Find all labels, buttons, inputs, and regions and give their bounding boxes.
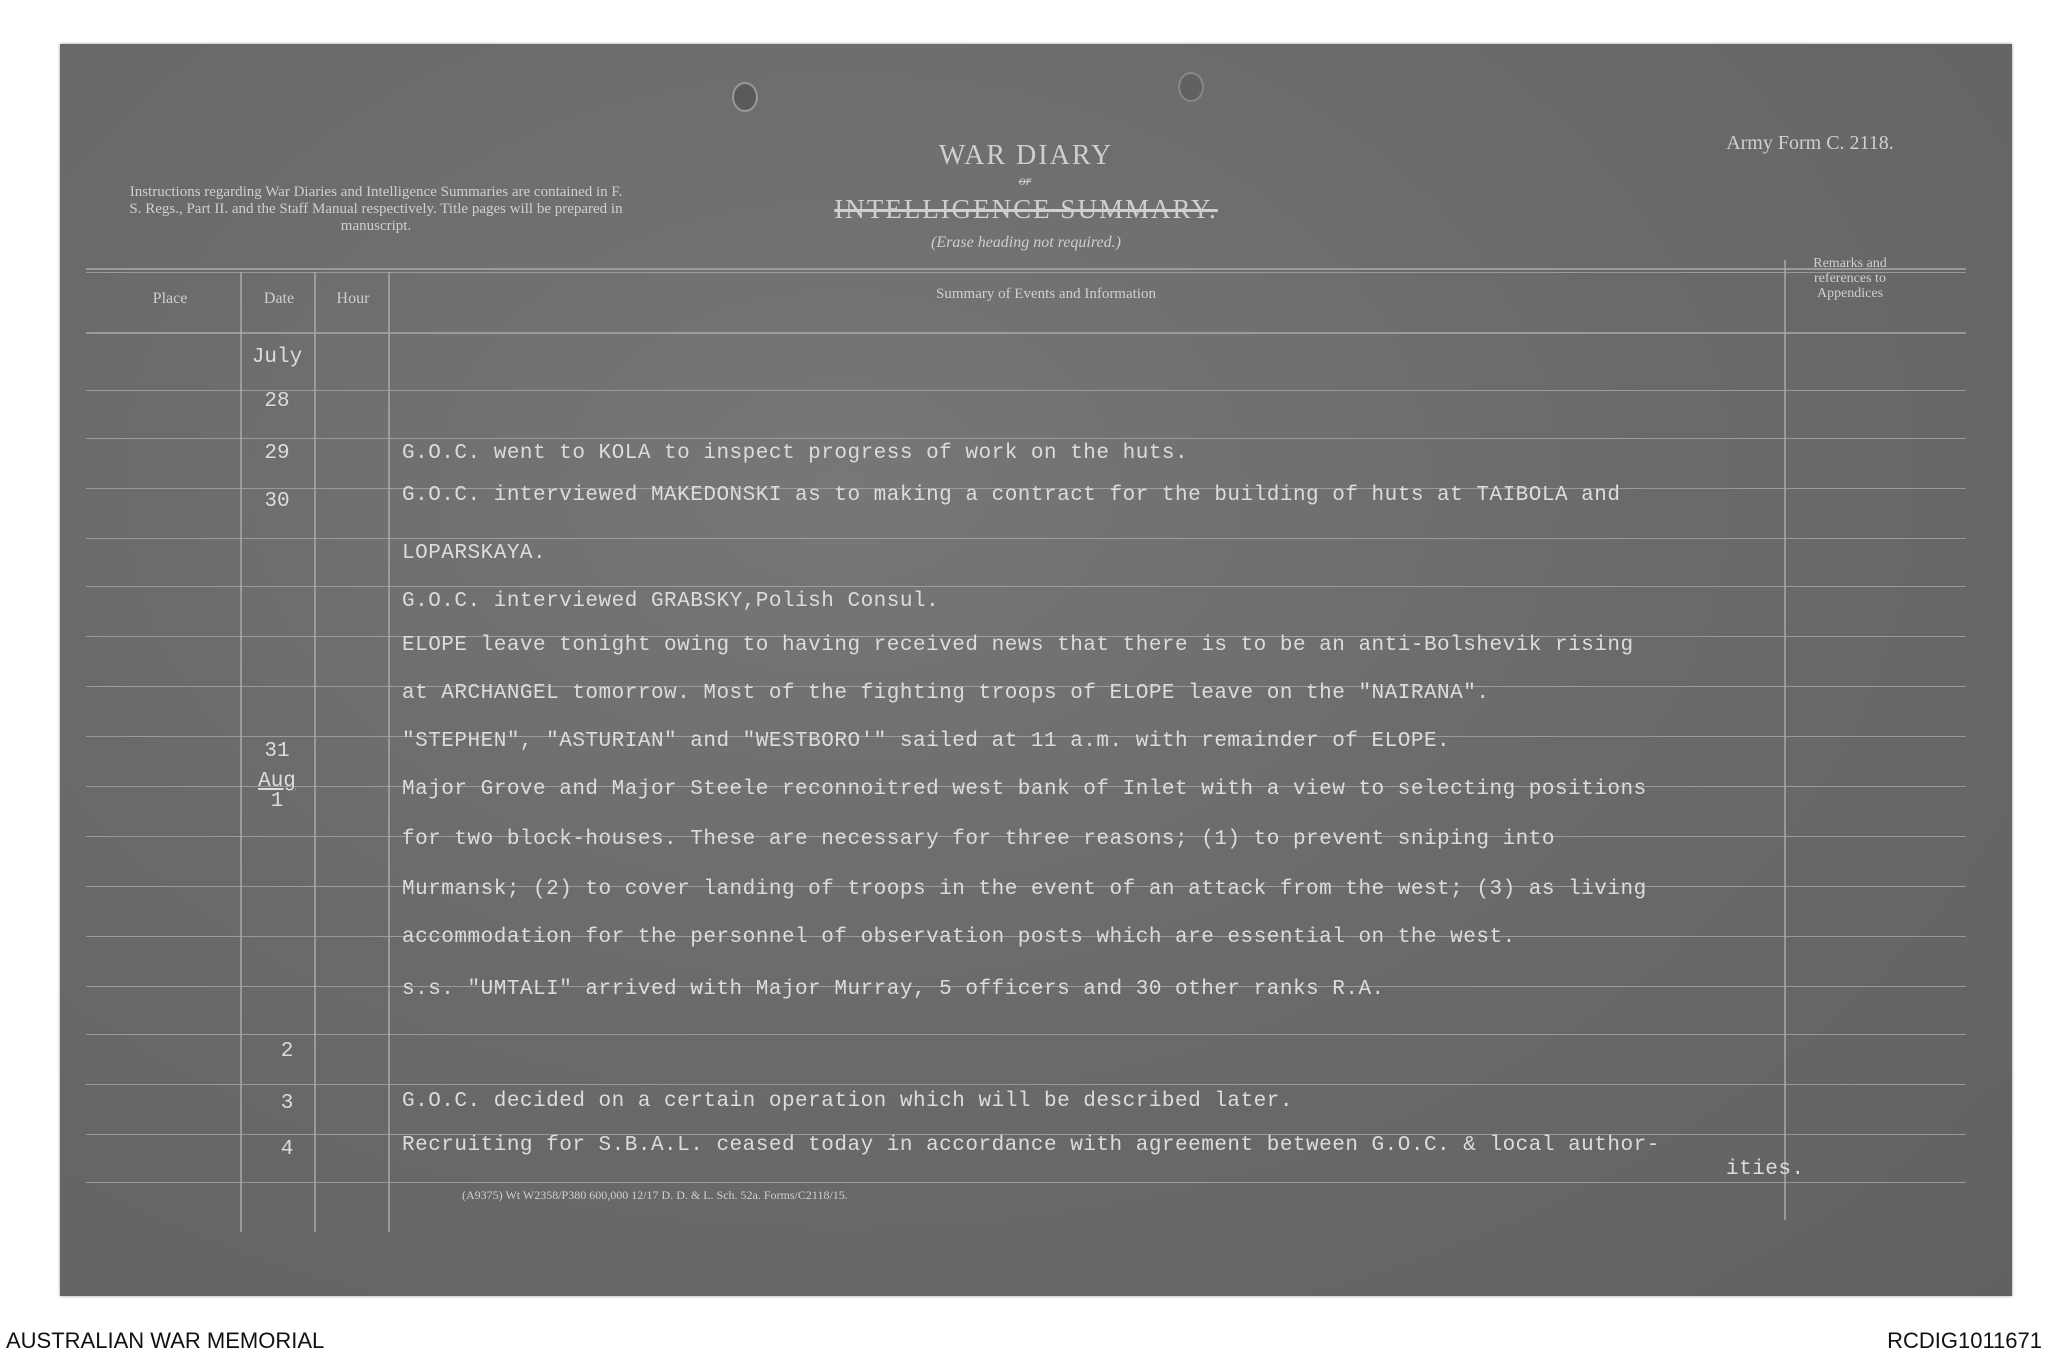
entry-line: Murmansk; (2) to cover landing of troops in the event of an attack from the west; (3) as living xyxy=(402,878,1647,901)
punch-hole xyxy=(732,82,758,112)
entry-line: ELOPE leave tonight owing to having received news that there is to be an anti-Bolshevik rising xyxy=(402,634,1634,657)
column-place: Place xyxy=(152,290,188,307)
date-4: 4 xyxy=(280,1138,294,1161)
struck-title: INTELLIGENCE SUMMARY. xyxy=(834,194,1218,224)
date-2: 2 xyxy=(280,1040,294,1063)
entry-line: G.O.C. interviewed MAKEDONSKI as to making a contract for the building of huts at TAIBOLA and xyxy=(402,484,1621,507)
date-july: July xyxy=(251,346,303,369)
column-remarks: Remarks and references to Appendices xyxy=(1813,256,1887,301)
date-29: 29 xyxy=(264,442,290,465)
entry-line: Major Grove and Major Steele reconnoitred west bank of Inlet with a view to selecting positions xyxy=(402,778,1647,801)
date-3: 3 xyxy=(280,1092,294,1115)
date-28: 28 xyxy=(264,390,290,413)
erase-note: (Erase heading not required.) xyxy=(931,234,1121,251)
entry-line: G.O.C. decided on a certain operation which will be described later. xyxy=(402,1090,1293,1113)
column-hour: Hour xyxy=(336,290,370,307)
instructions-text: Instructions regarding War Diaries and Intelligence Summaries are contained in F. S. Regs., Part II. and the Staff Manual respectively. Title pages will be prepared in manuscript. xyxy=(129,184,623,234)
entry-line: for two block-houses. These are necessary for three reasons; (1) to prevent sniping into xyxy=(402,828,1555,851)
page-title: WAR DIARY xyxy=(938,140,1114,171)
column-summary: Summary of Events and Information xyxy=(936,286,1156,302)
entry-line: "STEPHEN", "ASTURIAN" and "WESTBORO'" sailed at 11 a.m. with remainder of ELOPE. xyxy=(402,730,1451,753)
entry-line: ities. xyxy=(1726,1158,1805,1181)
date-31: 31 xyxy=(264,740,290,763)
form-imprint: (A9375) Wt W2358/P380 600,000 12/17 D. D. & L. Sch. 52a. Forms/C2118/15. xyxy=(462,1188,848,1202)
or-text: or xyxy=(1018,174,1032,189)
entry-line: accommodation for the personnel of observation posts which are essential on the west. xyxy=(402,926,1516,949)
date-aug-1: 1 xyxy=(270,790,284,813)
archive-reference: RCDIG1011671 xyxy=(1887,1328,2042,1353)
column-date: Date xyxy=(263,290,295,307)
punch-hole xyxy=(1178,72,1204,102)
entry-line: Recruiting for S.B.A.L. ceased today in accordance with agreement between G.O.C. & local author- xyxy=(402,1134,1660,1157)
war-diary-page xyxy=(60,44,2012,1296)
archive-credit: AUSTRALIAN WAR MEMORIAL xyxy=(6,1328,325,1353)
entry-line: at ARCHANGEL tomorrow. Most of the fighting troops of ELOPE leave on the "NAIRANA". xyxy=(402,682,1490,705)
date-30: 30 xyxy=(264,490,290,513)
entry-line: s.s. "UMTALI" arrived with Major Murray, 5 officers and 30 other ranks R.A. xyxy=(402,978,1385,1001)
entry-line: G.O.C. interviewed GRABSKY,Polish Consul. xyxy=(402,590,940,613)
entry-line: LOPARSKAYA. xyxy=(402,542,547,565)
date-aug: Aug xyxy=(258,770,296,793)
entry-line: G.O.C. went to KOLA to inspect progress of work on the huts. xyxy=(402,442,1189,465)
army-form-label: Army Form C. 2118. xyxy=(1726,132,1894,154)
